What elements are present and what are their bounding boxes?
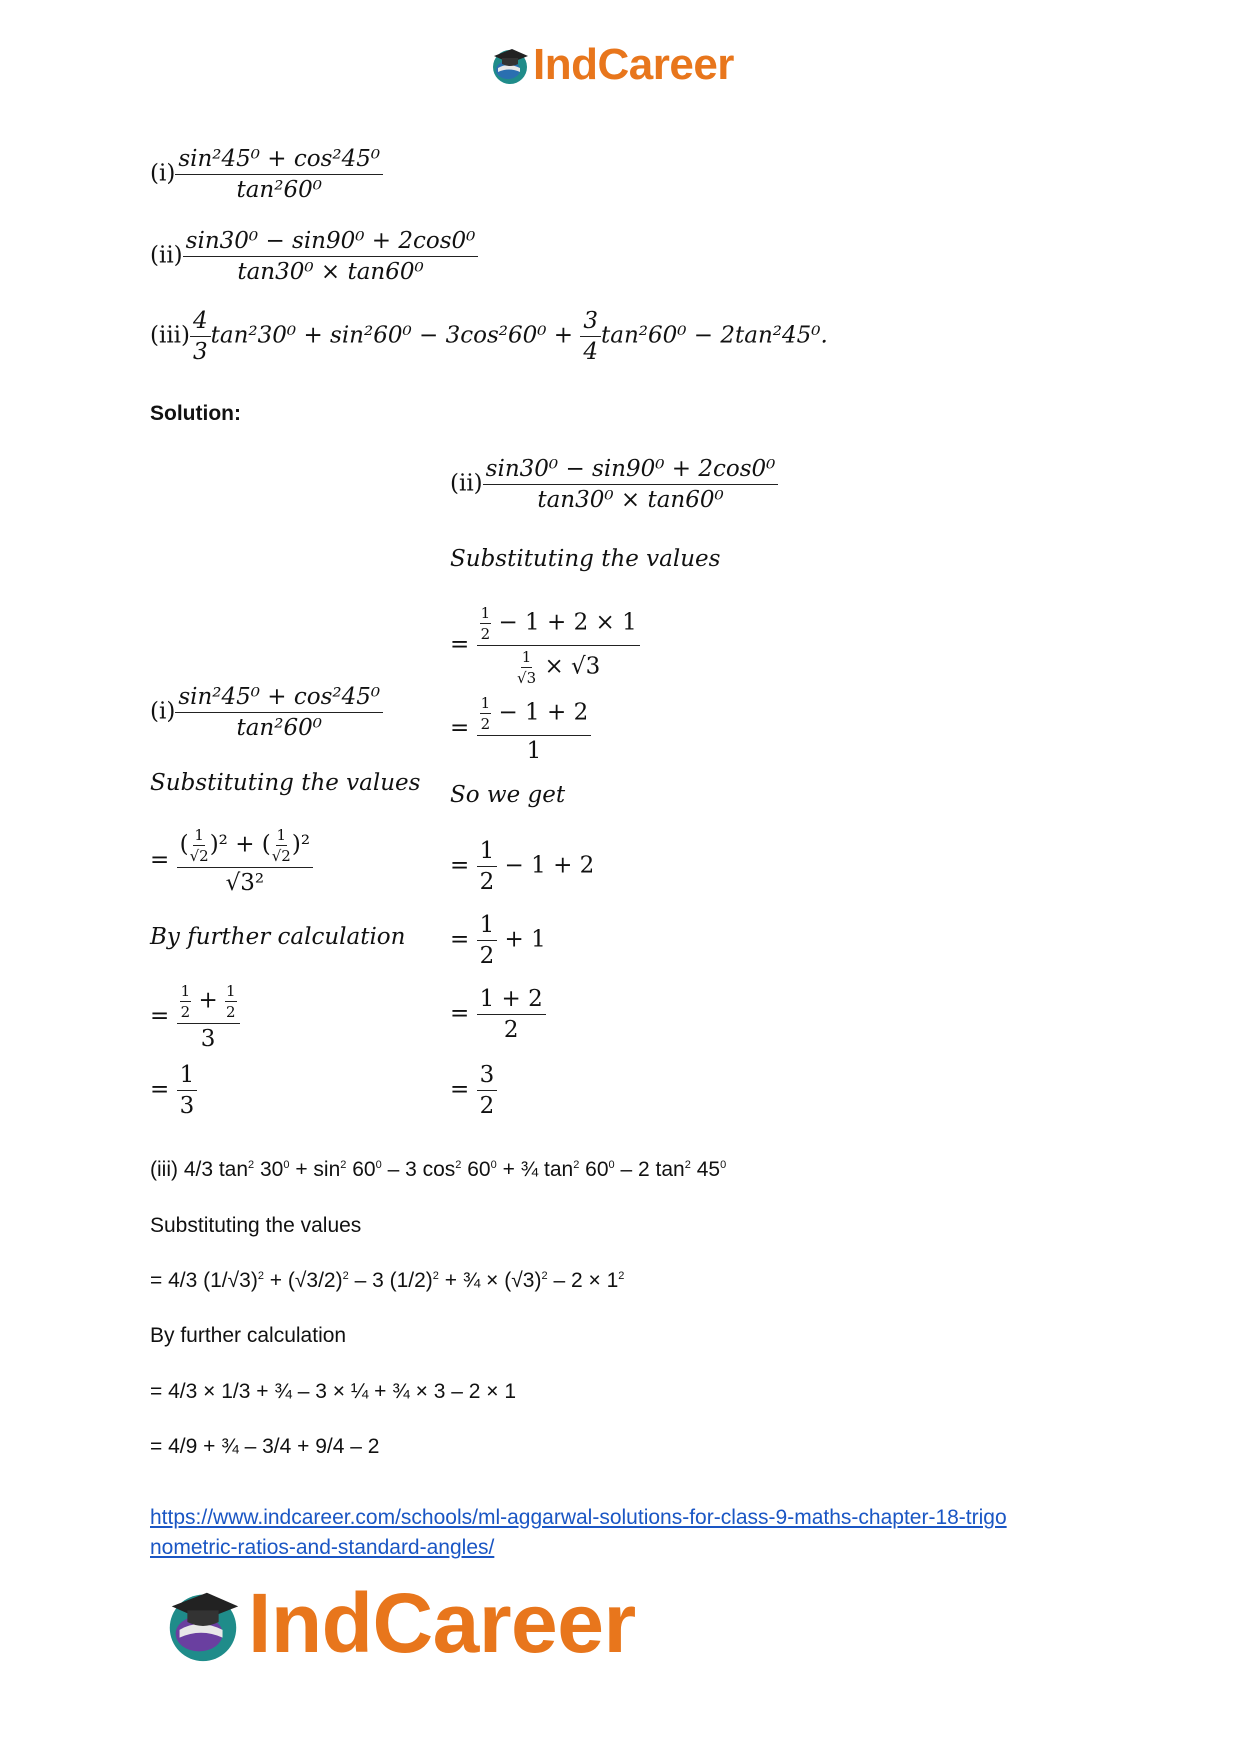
source-link-line2[interactable]: nometric-ratios-and-standard-angles/	[150, 1536, 495, 1559]
frac-den: 2	[226, 1003, 236, 1021]
frac-num: 1	[480, 604, 491, 622]
equals-sign: =	[450, 715, 470, 741]
sol-iii-further: By further calculation	[150, 1324, 347, 1347]
plus-sign: +	[198, 987, 218, 1014]
frac-den: 2	[503, 1017, 519, 1043]
sol-ii-step6	[450, 1062, 497, 1119]
equals-sign: =	[450, 1076, 470, 1103]
sol-ii-step4	[450, 912, 546, 969]
sol-iii-step1: = 4/3 $(1/√3)^2 + (√3/2)^2 - 3$ $(1/2)^2$ + ¾ × $(√3)^2 - 2 \times 1^2$	[150, 1269, 625, 1292]
sol-ii-step1-num-rest: − 1 + 2 × 1	[498, 609, 637, 636]
source-link-block	[150, 1503, 1007, 1563]
sol-ii-step2-num-rest: − 1 + 2	[498, 699, 589, 726]
frac-den: 2	[480, 715, 491, 733]
sol-ii-step3	[450, 838, 594, 895]
sol-i-step2	[150, 982, 240, 1052]
sol-ii-numerator: sin30⁰ − sin90⁰ + 2cos0⁰	[483, 456, 779, 485]
footer-wordmark: IndCareer	[248, 1576, 636, 1670]
frac-den: 2	[479, 869, 495, 895]
frac-den: 2	[479, 943, 495, 969]
frac-num: 1	[477, 838, 498, 867]
question-i-label: (i)	[150, 160, 176, 187]
graduation-cap-book-icon	[488, 43, 532, 87]
frac-num: 1	[180, 982, 191, 1000]
equals-sign: =	[450, 926, 470, 953]
frac-num: 1	[194, 826, 204, 844]
question-ii	[150, 228, 478, 285]
question-ii-numerator: sin30⁰ − sin90⁰ + 2cos0⁰	[183, 228, 479, 257]
frac-num: 1 + 2	[477, 986, 546, 1015]
equals-sign: =	[450, 1000, 470, 1027]
sol-ii-so-we-get: So we get	[450, 782, 566, 808]
sol-ii-label: (ii)	[450, 470, 483, 497]
question-i-denominator: tan²60⁰	[236, 177, 322, 203]
question-ii-label: (ii)	[150, 242, 183, 269]
sol-ii-step2	[450, 694, 591, 764]
frac-den: √2	[271, 847, 291, 865]
question-ii-denominator: tan30⁰ × tan60⁰	[237, 259, 424, 285]
source-link-line1[interactable]: https://www.indcareer.com/schools/ml-aggarwal-solutions-for-class-9-maths-chapter-18-trigo	[150, 1506, 1007, 1529]
sol-ii-denominator: tan30⁰ × tan60⁰	[537, 487, 724, 513]
question-i	[150, 146, 383, 203]
sol-ii-step1-den-rest: × √3	[544, 653, 601, 680]
sol-iii-step3: = 4/9 + ¾ – 3/4 + 9/4 – 2	[150, 1435, 380, 1458]
question-iii-label: (iii)	[150, 322, 191, 349]
sol-iii-step2: = 4/3 × 1/3 + ¾ – 3 × ¼ + ¾ × 3 – 2 × 1	[150, 1380, 517, 1403]
question-iii-frac1-num: 4	[190, 308, 211, 337]
sol-i-substituting: Substituting the values	[150, 770, 421, 796]
sol-ii-step3-rest: − 1 + 2	[504, 852, 595, 879]
question-iii-frac2-num: 3	[580, 308, 601, 337]
question-iii-frac2-den: 4	[583, 339, 599, 365]
frac-den: 2	[180, 1003, 191, 1021]
frac-num: 3	[477, 1062, 498, 1091]
solution-heading: Solution:	[150, 402, 241, 425]
frac-num: 1	[177, 1062, 198, 1091]
equals-sign: =	[150, 847, 170, 873]
sol-i-step1	[150, 826, 313, 896]
sol-iii-expression: (iii) 4/3 $\tan^2 30^0 + \sin^2 60^0 - 3$ $\cos^2 60^0$ + ¾ $\tan^2 60^0 - 2$ $\tan^2 45^0$	[150, 1158, 727, 1181]
question-iii-end: tan²60⁰ − 2tan²45⁰.	[601, 322, 828, 349]
frac-num: 1	[226, 982, 236, 1000]
frac-num: 1	[480, 694, 491, 712]
sol-i-numerator: sin²45⁰ + cos²45⁰	[175, 684, 383, 713]
sol-i-label: (i)	[150, 698, 176, 725]
frac-den: 2	[479, 1093, 495, 1119]
sol-iii-substituting: Substituting the values	[150, 1214, 362, 1237]
frac-num: 1	[521, 648, 532, 666]
frac-num: 1	[276, 826, 287, 844]
footer-logo	[160, 1575, 636, 1672]
paren: )²	[291, 831, 311, 858]
equals-sign: =	[150, 1076, 170, 1103]
sol-ii-expression	[450, 456, 778, 513]
equals-sign: =	[150, 1003, 170, 1029]
sol-ii-substituting: Substituting the values	[450, 546, 721, 572]
sol-ii-step5	[450, 986, 546, 1043]
question-i-numerator: sin²45⁰ + cos²45⁰	[175, 146, 383, 175]
graduation-cap-book-icon	[160, 1581, 246, 1667]
frac-den: 3	[179, 1093, 195, 1119]
frac-num: 1	[477, 912, 498, 941]
sol-i-step1-den: √3²	[225, 870, 265, 896]
frac-den: √2	[189, 847, 209, 865]
sol-i-expression	[150, 684, 383, 741]
equals-sign: =	[450, 852, 470, 879]
sol-i-denominator: tan²60⁰	[236, 715, 322, 741]
sol-i-step2-den: 3	[200, 1026, 216, 1052]
equals-sign: =	[450, 631, 470, 658]
header-wordmark: IndCareer	[533, 40, 734, 89]
frac-den: 2	[480, 625, 491, 643]
sol-ii-step2-den: 1	[526, 738, 542, 764]
sol-i-step3	[150, 1062, 197, 1119]
frac-den: √3	[517, 669, 537, 687]
header-logo	[488, 40, 734, 90]
question-iii-middle: tan²30⁰ + sin²60⁰ − 3cos²60⁰ +	[210, 322, 574, 349]
question-iii-frac1-den: 3	[193, 339, 208, 365]
sol-ii-step1	[450, 604, 640, 687]
sol-ii-step4-rest: + 1	[504, 926, 546, 953]
paren: (	[179, 831, 189, 858]
question-iii	[150, 308, 828, 365]
sol-i-step1-mid: )² + (	[209, 831, 271, 858]
sol-i-further: By further calculation	[150, 924, 406, 950]
